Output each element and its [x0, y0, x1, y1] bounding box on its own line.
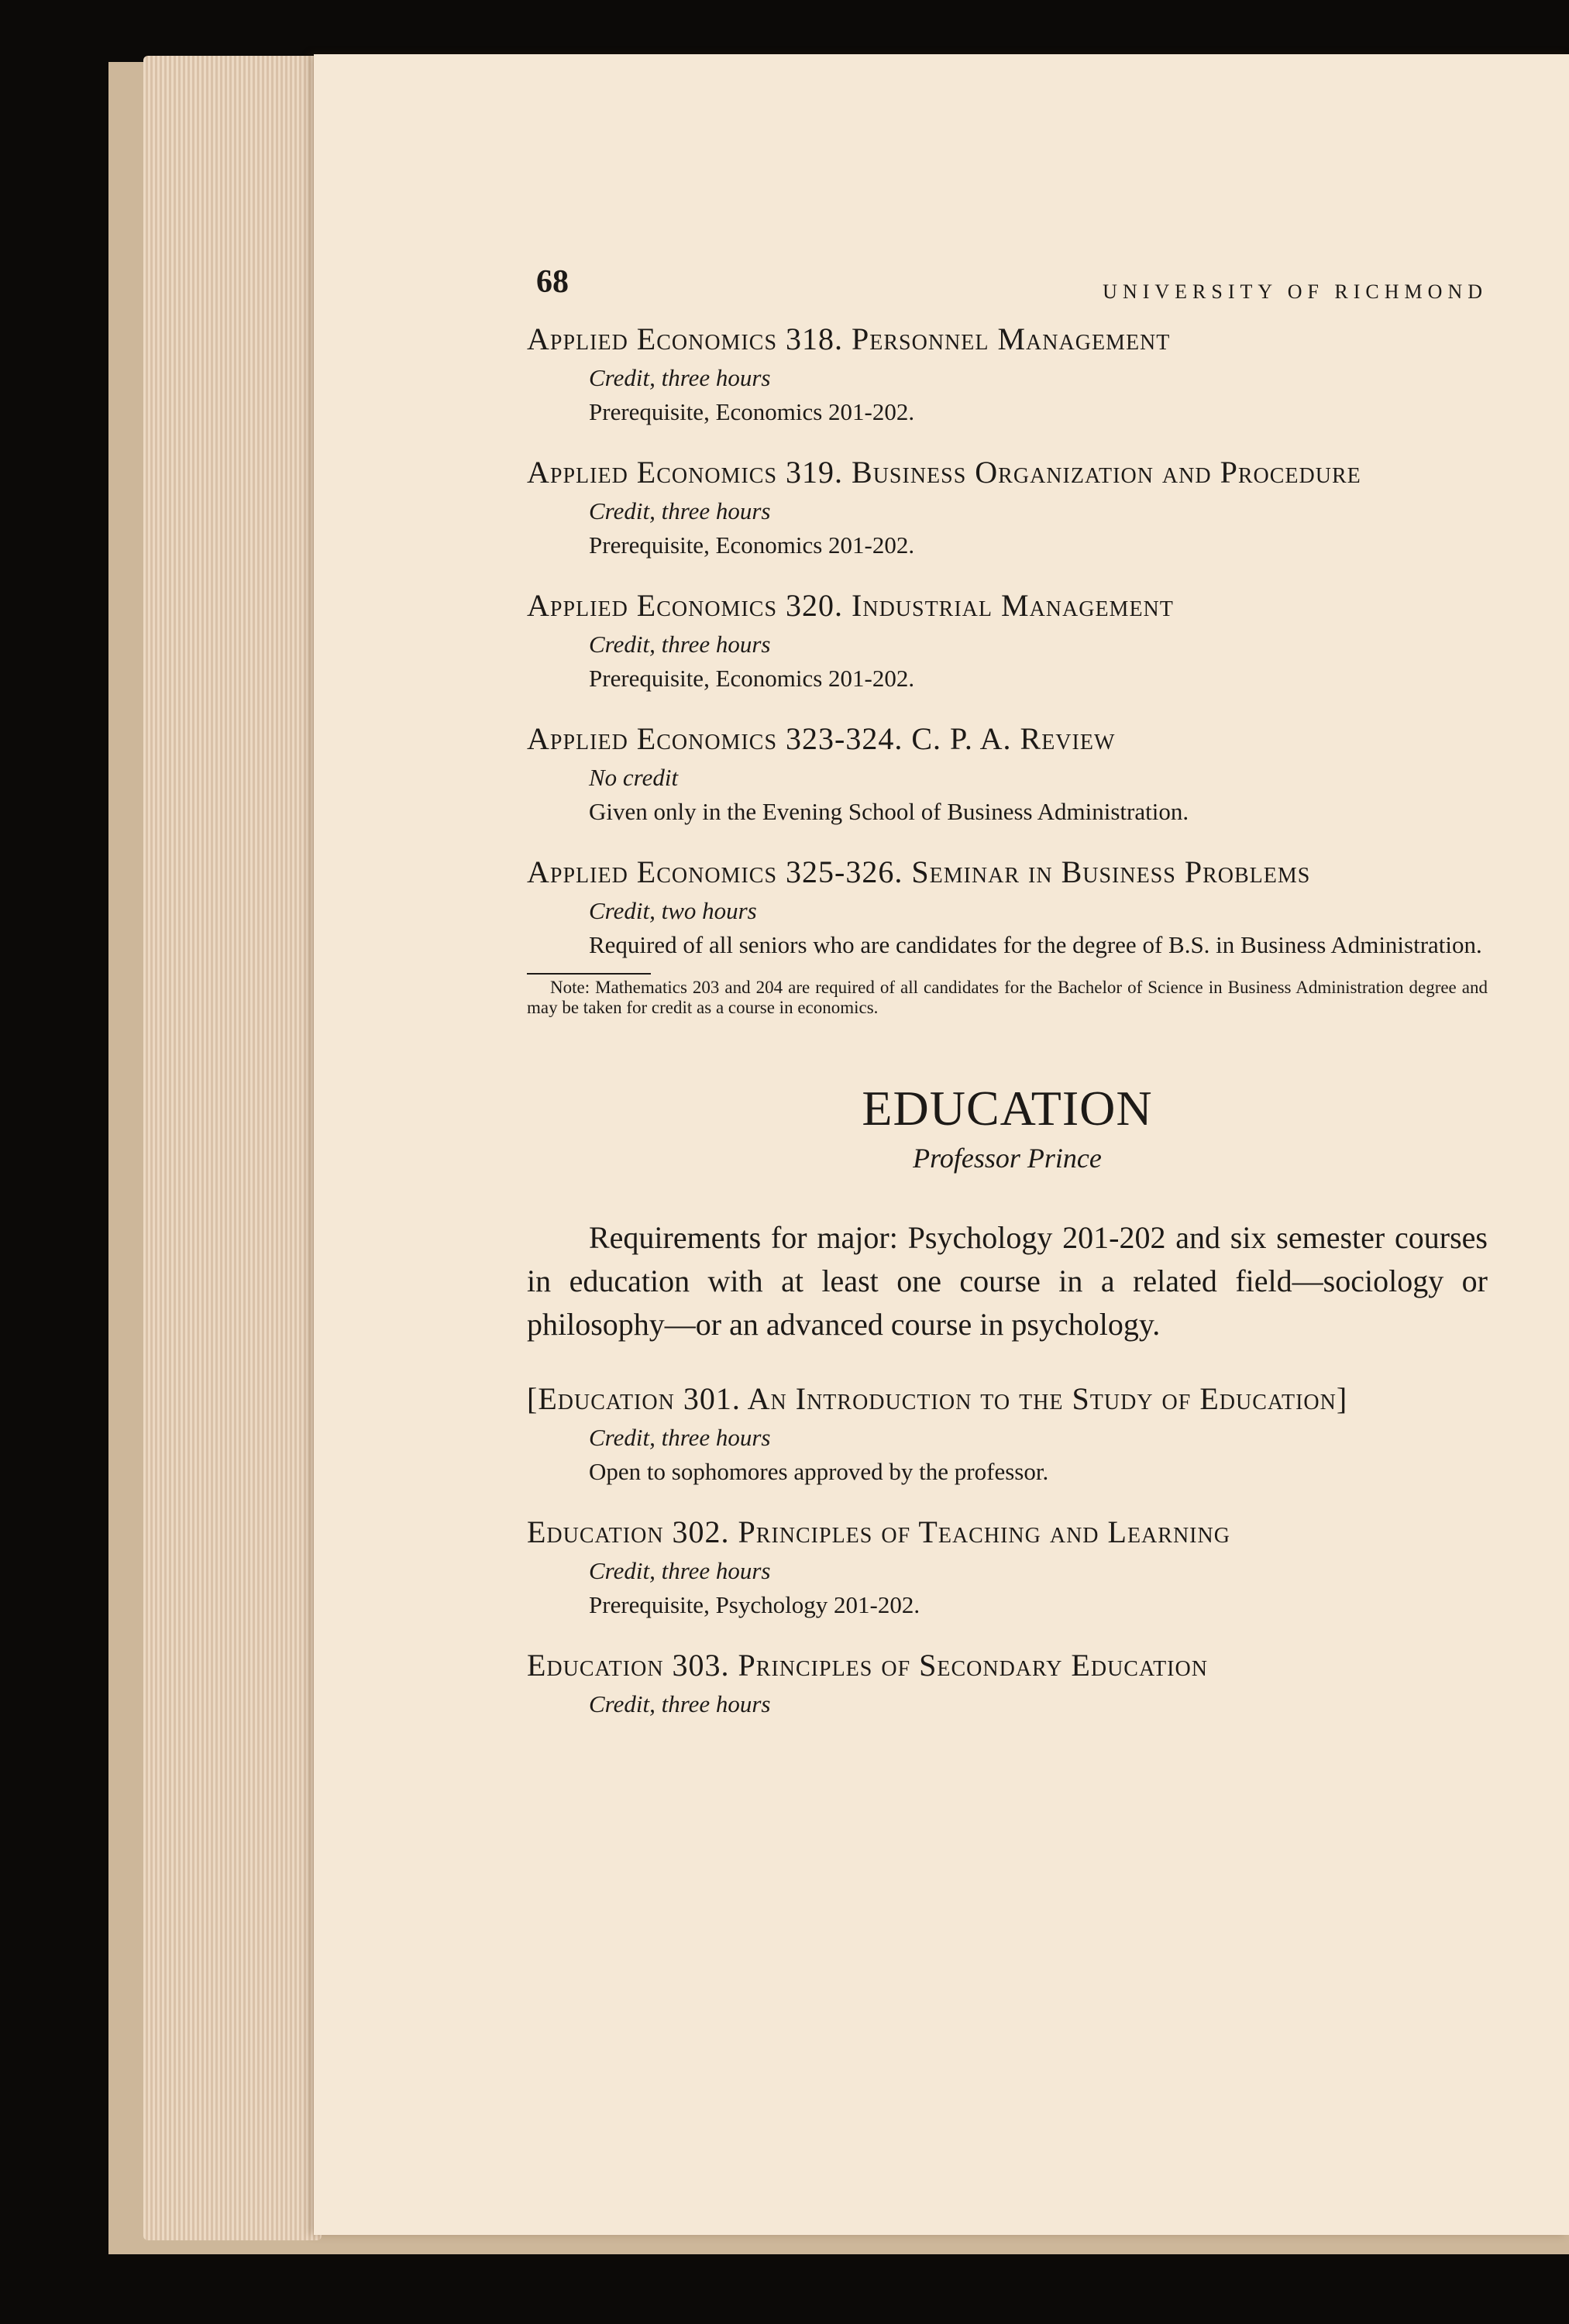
course-credit: Credit, three hours	[589, 1690, 771, 1717]
course-description: Open to sophomores approved by the professor.	[589, 1458, 1049, 1485]
course-credit: Credit, three hours	[589, 364, 771, 391]
course-description: Prerequisite, Economics 201-202.	[589, 531, 915, 559]
course-credit: No credit	[589, 764, 679, 791]
page-text	[527, 263, 1488, 1721]
page-header	[527, 263, 1488, 318]
course-description: Prerequisite, Economics 201-202.	[589, 398, 915, 425]
course-entry	[527, 717, 1488, 829]
course-entry	[527, 1511, 1488, 1622]
page-number: 68	[536, 264, 569, 300]
footnote-rule	[527, 973, 651, 975]
spacer	[527, 1346, 1488, 1377]
course-title: Applied Economics 320. Industrial Management	[527, 588, 1174, 623]
course-description: Prerequisite, Psychology 201-202.	[589, 1591, 920, 1618]
course-credit: Credit, three hours	[589, 631, 771, 658]
course-credit: Credit, three hours	[589, 1557, 771, 1584]
course-entry	[527, 851, 1488, 962]
course-title: Education 303. Principles of Secondary Education	[527, 1648, 1208, 1683]
page-edges	[143, 56, 322, 2240]
education-course-list	[527, 1377, 1488, 1721]
course-credit: Credit, three hours	[589, 497, 771, 524]
course-title: Applied Economics 323-324. C. P. A. Review	[527, 721, 1116, 756]
course-description: Prerequisite, Economics 201-202.	[589, 665, 915, 692]
course-title: Education 302. Principles of Teaching and Learning	[527, 1514, 1230, 1549]
professor-name: Professor Prince	[913, 1143, 1102, 1174]
major-requirements: Requirements for major: Psychology 201-202 and six semester courses in education with at least one course in a related field—sociology or philosophy—or an advanced course in psychology.	[527, 1220, 1488, 1342]
footnote: Note: Mathematics 203 and 204 are required of all candidates for the Bachelor of Science in Business Administration degree and may be taken for credit as a course in economics.	[527, 978, 1488, 1017]
course-entry	[527, 1644, 1488, 1721]
course-entry	[527, 318, 1488, 429]
course-title: Applied Economics 325-326. Seminar in Business Problems	[527, 854, 1311, 889]
course-title: [Education 301. An Introduction to the Study of Education]	[527, 1381, 1348, 1416]
course-description: Required of all seniors who are candidates for the degree of B.S. in Business Administration.	[589, 931, 1482, 958]
course-title: Applied Economics 319. Business Organization and Procedure	[527, 455, 1361, 490]
running-head: UNIVERSITY OF RICHMOND	[1103, 280, 1488, 303]
course-entry	[527, 584, 1488, 696]
course-entry	[527, 1377, 1488, 1489]
course-credit: Credit, two hours	[589, 897, 757, 924]
course-title: Applied Economics 318. Personnel Management	[527, 321, 1171, 356]
course-description: Given only in the Evening School of Business Administration.	[589, 798, 1189, 825]
econ-course-list	[527, 318, 1488, 962]
section-heading: EDUCATION	[862, 1081, 1153, 1136]
course-entry	[527, 451, 1488, 562]
course-credit: Credit, three hours	[589, 1424, 771, 1451]
